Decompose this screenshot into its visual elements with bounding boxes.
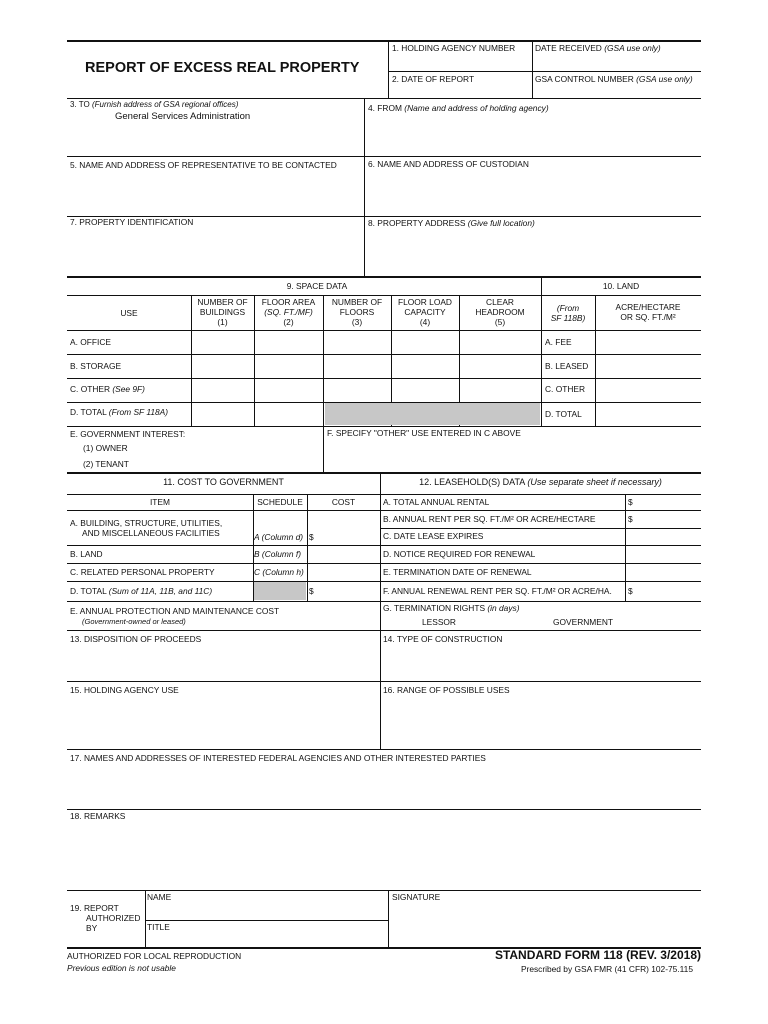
cost-row-building: A. BUILDING, STRUCTURE, UTILITIES, AND MISCELLANEOUS FACILITIES xyxy=(70,518,223,538)
holding-agency-number-field[interactable]: 1. HOLDING AGENCY NUMBER xyxy=(392,43,516,53)
land-title: 10. LAND xyxy=(602,281,640,291)
col-floor-area: FLOOR AREA (SQ. FT./MF) (2) xyxy=(261,297,316,327)
schedule-c: C (Column h) xyxy=(254,567,304,577)
tenant-label: (2) TENANT xyxy=(83,459,129,469)
to-field[interactable]: 3. TO (Furnish address of GSA regional offices) xyxy=(70,100,239,109)
specify-other-field[interactable]: F. SPECIFY "OTHER" USE ENTERED IN C ABOVE xyxy=(327,428,521,438)
cost-row-personal-property: C. RELATED PERSONAL PROPERTY xyxy=(70,567,215,577)
gsa-control-number-field[interactable]: GSA CONTROL NUMBER (GSA use only) xyxy=(535,74,693,84)
col-floor-load-capacity: FLOOR LOAD CAPACITY (4) xyxy=(398,297,452,327)
lease-total-annual-rental: A. TOTAL ANNUAL RENTAL xyxy=(383,497,490,507)
date-of-report-field[interactable]: 2. DATE OF REPORT xyxy=(392,74,475,84)
lease-date-expires: C. DATE LEASE EXPIRES xyxy=(383,531,484,541)
lessor-label: LESSOR xyxy=(422,617,456,627)
col-acre-hectare: ACRE/HECTARE OR SQ. FT./M² xyxy=(615,302,681,322)
col-schedule: SCHEDULE xyxy=(257,497,303,507)
schedule-b: B (Column f) xyxy=(254,549,302,559)
land-leased: B. LEASED xyxy=(545,361,589,371)
government-interest: E. GOVERNMENT INTEREST: xyxy=(70,429,186,439)
local-reproduction-note: AUTHORIZED FOR LOCAL REPRODUCTION xyxy=(67,951,242,961)
remarks-field[interactable]: 18. REMARKS xyxy=(70,811,126,821)
col-number-of-buildings: NUMBER OF BUILDINGS (1) xyxy=(197,297,248,327)
date-received-field[interactable]: DATE RECEIVED (GSA use only) xyxy=(535,43,661,53)
previous-edition-note: Previous edition is not usable xyxy=(67,963,176,973)
cost-row-total: D. TOTAL (Sum of 11A, 11B, and 11C) xyxy=(70,586,213,596)
lease-termination-date: E. TERMINATION DATE OF RENEWAL xyxy=(383,567,532,577)
property-identification-field[interactable]: 7. PROPERTY IDENTIFICATION xyxy=(70,217,194,227)
shaded-cell xyxy=(325,403,540,425)
interested-parties-field[interactable]: 17. NAMES AND ADDRESSES OF INTERESTED FEDERAL AGENCIES AND OTHER INTERESTED PARTIES xyxy=(70,753,486,763)
col-cost: COST xyxy=(331,497,356,507)
lease-annual-rent: B. ANNUAL RENT PER SQ. FT./M² OR ACRE/HECTARE xyxy=(383,514,596,524)
to-value: General Services Administration xyxy=(115,111,251,122)
land-fee: A. FEE xyxy=(545,337,572,347)
form-title: REPORT OF EXCESS REAL PROPERTY xyxy=(85,60,360,76)
land-other: C. OTHER xyxy=(545,384,586,394)
shaded-cell xyxy=(254,582,306,600)
dollar-sign: $ xyxy=(628,586,633,596)
from-field[interactable]: 4. FROM (Name and address of holding agency) xyxy=(368,103,549,113)
standard-form-label: STANDARD FORM 118 (REV. 3/2018) xyxy=(494,948,701,962)
excess-property-form xyxy=(67,40,701,974)
dollar-sign: $ xyxy=(628,497,633,507)
col-item: ITEM xyxy=(149,497,170,507)
cost-row-land: B. LAND xyxy=(70,549,103,559)
lease-termination-rights: G. TERMINATION RIGHTS (in days) xyxy=(383,603,520,613)
row-storage: B. STORAGE xyxy=(70,361,122,371)
col-clear-headroom: CLEAR HEADROOM (5) xyxy=(475,297,525,327)
report-authorized-label: 19. REPORT AUTHORIZED BY xyxy=(70,903,141,933)
owner-label: (1) OWNER xyxy=(83,443,128,453)
title-field[interactable]: TITLE xyxy=(147,922,170,932)
dollar-sign: $ xyxy=(309,532,314,542)
property-address-field[interactable]: 8. PROPERTY ADDRESS (Give full location) xyxy=(368,218,535,228)
holding-use-field[interactable]: 15. HOLDING AGENCY USE xyxy=(70,685,179,695)
prescribed-by-note: Prescribed by GSA FMR (41 CFR) 102-75.115 xyxy=(520,964,693,974)
land-total: D. TOTAL xyxy=(545,409,582,419)
possible-uses-field[interactable]: 16. RANGE OF POSSIBLE USES xyxy=(383,685,510,695)
col-use: USE xyxy=(120,308,138,318)
col-land-from: (From SF 118B) xyxy=(550,303,586,323)
dollar-sign: $ xyxy=(628,514,633,524)
representative-field[interactable]: 5. NAME AND ADDRESS OF REPRESENTATIVE TO BE CONTACTED xyxy=(70,160,337,170)
leasehold-title: 12. LEASEHOLD(S) DATA (Use separate sheet if necessary) xyxy=(419,477,662,487)
construction-field[interactable]: 14. TYPE OF CONSTRUCTION xyxy=(383,634,503,644)
cost-row-protection: E. ANNUAL PROTECTION AND MAINTENANCE COST (Government-owned or leased) xyxy=(70,606,280,626)
custodian-field[interactable]: 6. NAME AND ADDRESS OF CUSTODIAN xyxy=(368,159,529,169)
col-number-of-floors: NUMBER OF FLOORS (3) xyxy=(331,297,383,327)
row-office: A. OFFICE xyxy=(70,337,111,347)
dollar-sign: $ xyxy=(309,586,314,596)
name-field[interactable]: NAME xyxy=(147,892,172,902)
government-label: GOVERNMENT xyxy=(553,617,614,627)
signature-field[interactable]: SIGNATURE xyxy=(392,892,441,902)
schedule-a: A (Column d) xyxy=(254,532,304,542)
disposition-field[interactable]: 13. DISPOSITION OF PROCEEDS xyxy=(70,634,202,644)
space-data-title: 9. SPACE DATA xyxy=(286,281,348,291)
row-other: C. OTHER (See 9F) xyxy=(70,384,145,394)
cost-title: 11. COST TO GOVERNMENT xyxy=(163,477,284,487)
lease-renewal-rent: F. ANNUAL RENEWAL RENT PER SQ. FT./M² OR ACRE/HA. xyxy=(383,586,612,596)
row-total: D. TOTAL (From SF 118A) xyxy=(70,407,169,417)
lease-notice-renewal: D. NOTICE REQUIRED FOR RENEWAL xyxy=(383,549,536,559)
